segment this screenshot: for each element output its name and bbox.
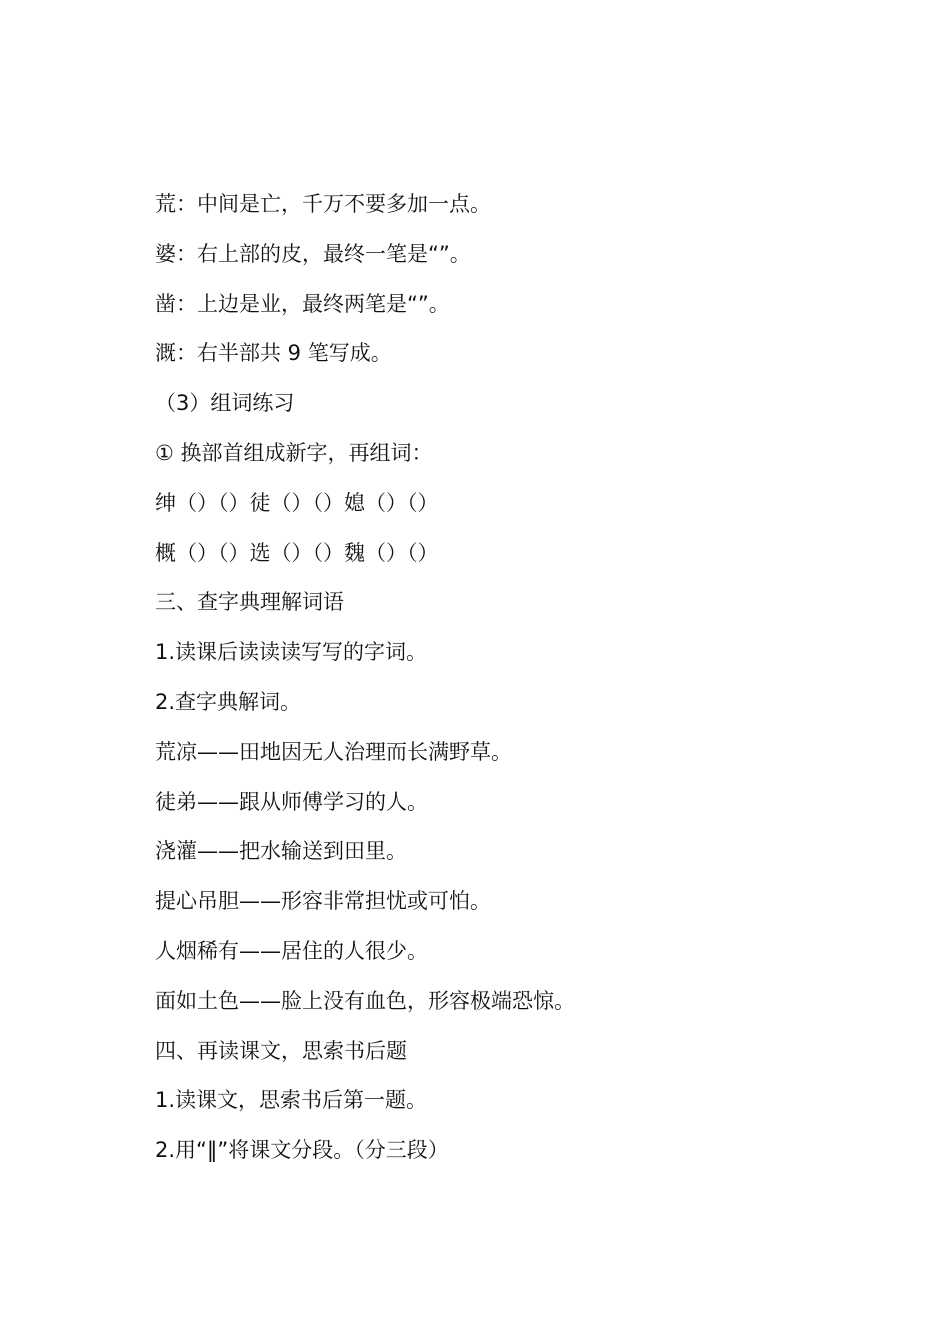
definition-line: 浇灌——把水输送到田里。 [155, 839, 407, 864]
definition-line: 面如土色——脸上没有血色，形容极端恐惊。 [155, 988, 575, 1013]
text-line: 婆：右上部的皮，最终一笔是“”。 [155, 241, 471, 266]
text-line: 1.读课后读读读写写的字词。 [155, 640, 428, 665]
text-line: 2.查字典解词。 [155, 689, 302, 714]
text-line: 2.用“‖”将课文分段。（分三段） [155, 1138, 449, 1163]
definition-line: 荒凉——田地因无人治理而长满野草。 [155, 739, 512, 764]
text-line: ① 换部首组成新字，再组词： [155, 440, 433, 465]
text-line: 荒：中间是亡，千万不要多加一点。 [155, 192, 491, 216]
document-body [155, 186, 915, 1182]
definition-line: 人烟稀有——居住的人很少。 [155, 938, 428, 963]
text-line: 1.读课文，思索书后第一题。 [155, 1088, 428, 1113]
definition-line: 提心吊胆——形容非常担忧或可怕。 [155, 889, 491, 914]
section-heading: 三、查字典理解词语 [155, 590, 344, 615]
section-heading: 四、再读课文，思索书后题 [155, 1038, 407, 1063]
definition-line: 徒弟——跟从师傅学习的人。 [155, 789, 428, 814]
text-line: 凿：上边是业，最终两笔是“”。 [155, 291, 450, 316]
exercise-line: 绅（）（）徒（）（）媳（）（） [155, 490, 439, 515]
text-line: 溉：右半部共 9 笔写成。 [155, 341, 392, 366]
exercise-line: 概（）（）选（）（）魏（）（） [155, 540, 439, 565]
section-subheading: （3）组词练习 [155, 391, 295, 416]
